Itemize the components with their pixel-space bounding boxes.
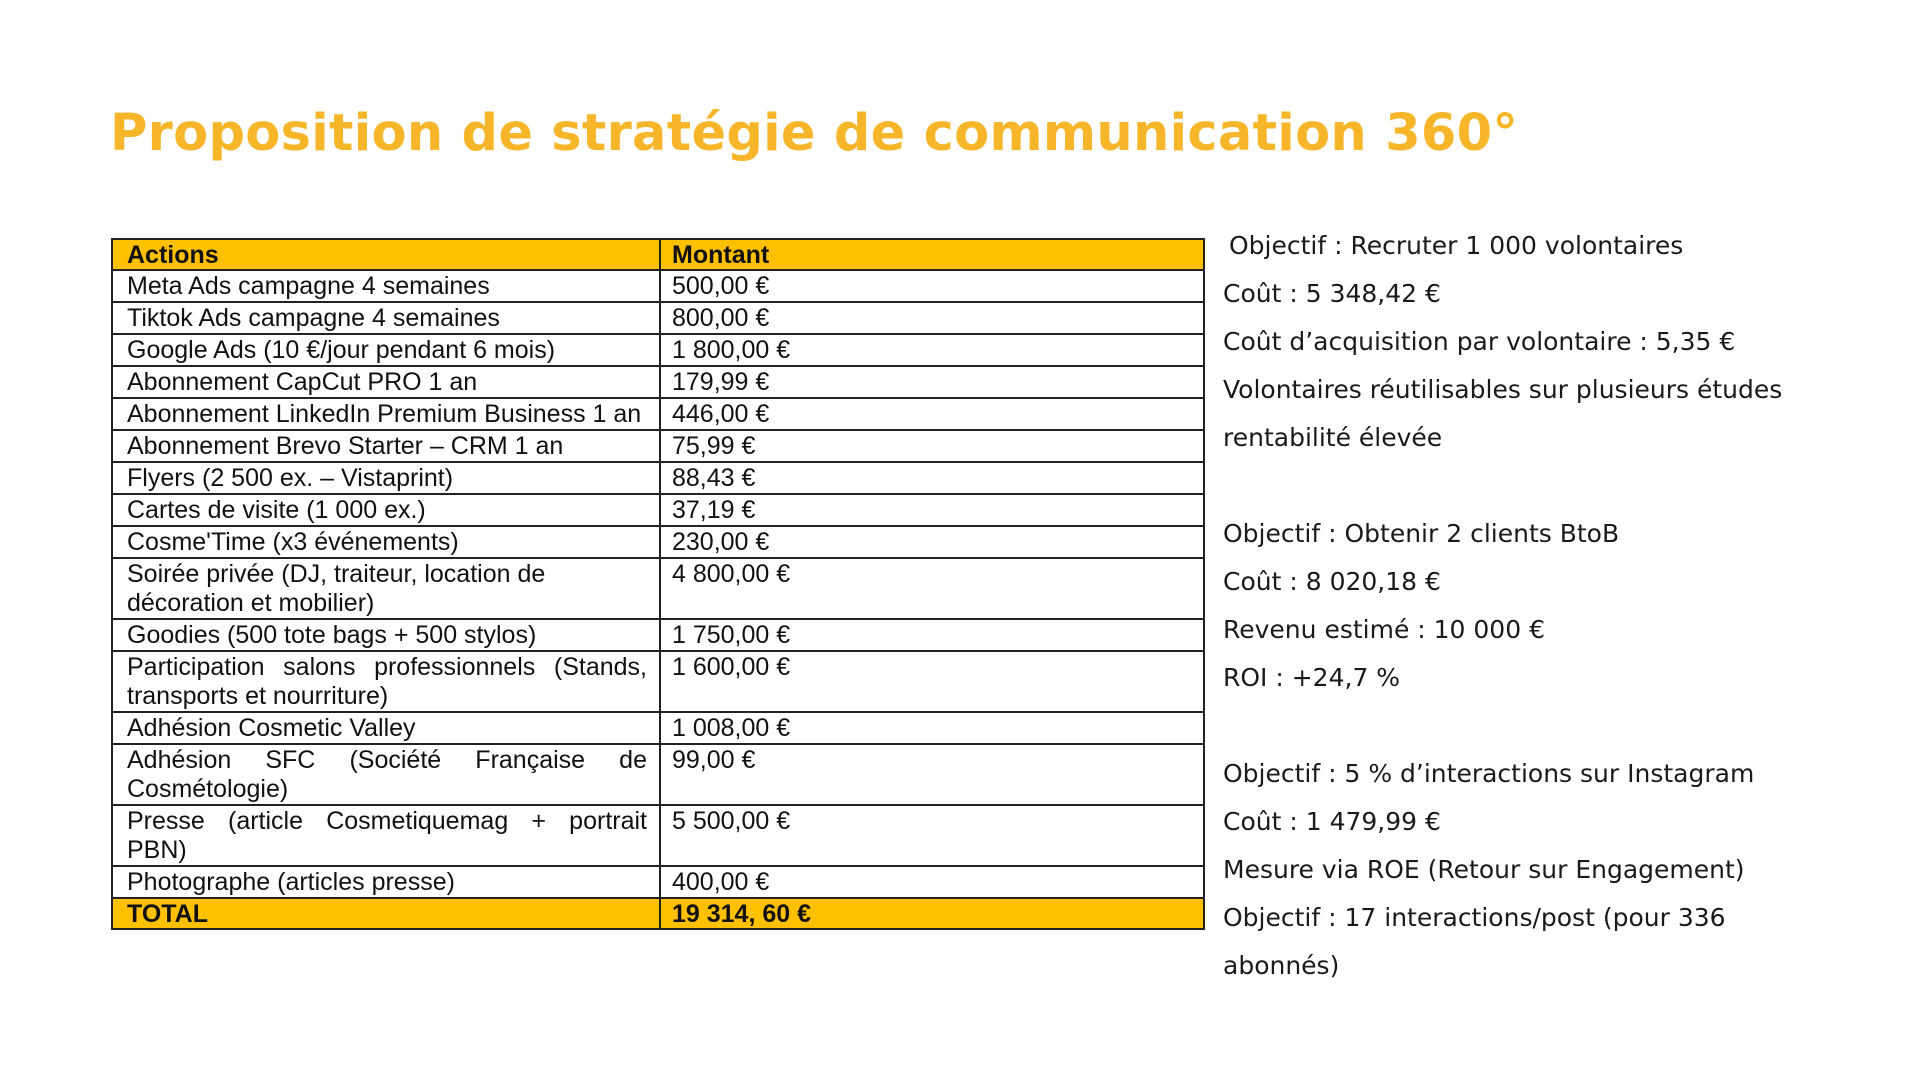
row-amount: 5 500,00 € <box>660 805 1204 866</box>
table-row <box>112 526 1204 558</box>
row-amount: 75,99 € <box>660 430 1204 462</box>
row-action: Tiktok Ads campagne 4 semaines <box>112 302 660 334</box>
row-action: Cartes de visite (1 000 ex.) <box>112 494 660 526</box>
objective-line: Objectif : Recruter 1 000 volontaires <box>1229 231 1684 260</box>
row-amount: 400,00 € <box>660 866 1204 898</box>
objective-block-instagram <box>1223 750 1903 990</box>
total-amount: 19 314, 60 € <box>660 898 1204 929</box>
row-amount: 4 800,00 € <box>660 558 1204 619</box>
table-total-row <box>112 898 1204 929</box>
budget-table <box>111 238 1205 930</box>
table-row <box>112 494 1204 526</box>
row-amount: 1 008,00 € <box>660 712 1204 744</box>
row-amount: 500,00 € <box>660 270 1204 302</box>
objective-line: abonnés) <box>1223 951 1340 980</box>
table-row <box>112 302 1204 334</box>
row-amount: 446,00 € <box>660 398 1204 430</box>
table-row <box>112 334 1204 366</box>
row-amount: 230,00 € <box>660 526 1204 558</box>
row-amount: 37,19 € <box>660 494 1204 526</box>
row-action: Abonnement LinkedIn Premium Business 1 an <box>112 398 660 430</box>
spacer <box>1223 462 1903 510</box>
row-action: Photographe (articles presse) <box>112 866 660 898</box>
row-amount: 1 750,00 € <box>660 619 1204 651</box>
objective-line: Coût : 8 020,18 € <box>1223 567 1441 596</box>
row-action: Abonnement Brevo Starter – CRM 1 an <box>112 430 660 462</box>
page-title: Proposition de stratégie de communication 360° <box>110 104 1519 163</box>
objective-line: Objectif : 17 interactions/post (pour 336 <box>1223 903 1726 932</box>
row-action: Abonnement CapCut PRO 1 an <box>112 366 660 398</box>
row-action: Participation salons professionnels (Stands, transports et nourriture) <box>112 651 660 712</box>
objective-line: Coût : 5 348,42 € <box>1223 279 1441 308</box>
table-row <box>112 462 1204 494</box>
row-amount: 179,99 € <box>660 366 1204 398</box>
row-action: Adhésion SFC (Société Française de Cosmétologie) <box>112 744 660 805</box>
row-amount: 1 800,00 € <box>660 334 1204 366</box>
table-row <box>112 712 1204 744</box>
objective-line: Coût d’acquisition par volontaire : 5,35 € <box>1223 327 1736 356</box>
row-amount: 88,43 € <box>660 462 1204 494</box>
table-row <box>112 744 1204 805</box>
table-row <box>112 651 1204 712</box>
objective-line: Revenu estimé : 10 000 € <box>1223 615 1545 644</box>
header-montant: Montant <box>660 239 1204 270</box>
row-action: Flyers (2 500 ex. – Vistaprint) <box>112 462 660 494</box>
objective-block-btob <box>1223 510 1903 702</box>
spacer <box>1223 702 1903 750</box>
row-action: Goodies (500 tote bags + 500 stylos) <box>112 619 660 651</box>
objectives-panel <box>1223 222 1903 990</box>
objective-line: Objectif : Obtenir 2 clients BtoB <box>1223 519 1620 548</box>
objective-block-volontaires <box>1223 222 1903 462</box>
table-row <box>112 805 1204 866</box>
row-action: Adhésion Cosmetic Valley <box>112 712 660 744</box>
objective-line: Objectif : 5 % d’interactions sur Instagram <box>1223 759 1755 788</box>
objective-line: Coût : 1 479,99 € <box>1223 807 1441 836</box>
objective-line: Mesure via ROE (Retour sur Engagement) <box>1223 855 1745 884</box>
objective-line: rentabilité élevée <box>1223 423 1443 452</box>
row-action: Soirée privée (DJ, traiteur, location de décoration et mobilier) <box>112 558 660 619</box>
table-row <box>112 430 1204 462</box>
table-row <box>112 558 1204 619</box>
row-amount: 800,00 € <box>660 302 1204 334</box>
total-label: TOTAL <box>112 898 660 929</box>
objective-line: ROI : +24,7 % <box>1223 663 1401 692</box>
table-header-row <box>112 239 1204 270</box>
table-row <box>112 866 1204 898</box>
row-amount: 1 600,00 € <box>660 651 1204 712</box>
table-row <box>112 366 1204 398</box>
table-row <box>112 619 1204 651</box>
row-action: Meta Ads campagne 4 semaines <box>112 270 660 302</box>
table-row <box>112 270 1204 302</box>
row-action: Google Ads (10 €/jour pendant 6 mois) <box>112 334 660 366</box>
table-row <box>112 398 1204 430</box>
header-actions: Actions <box>112 239 660 270</box>
row-action: Cosme'Time (x3 événements) <box>112 526 660 558</box>
row-amount: 99,00 € <box>660 744 1204 805</box>
row-action: Presse (article Cosmetiquemag + portrait PBN) <box>112 805 660 866</box>
objective-line: Volontaires réutilisables sur plusieurs études <box>1223 375 1783 404</box>
